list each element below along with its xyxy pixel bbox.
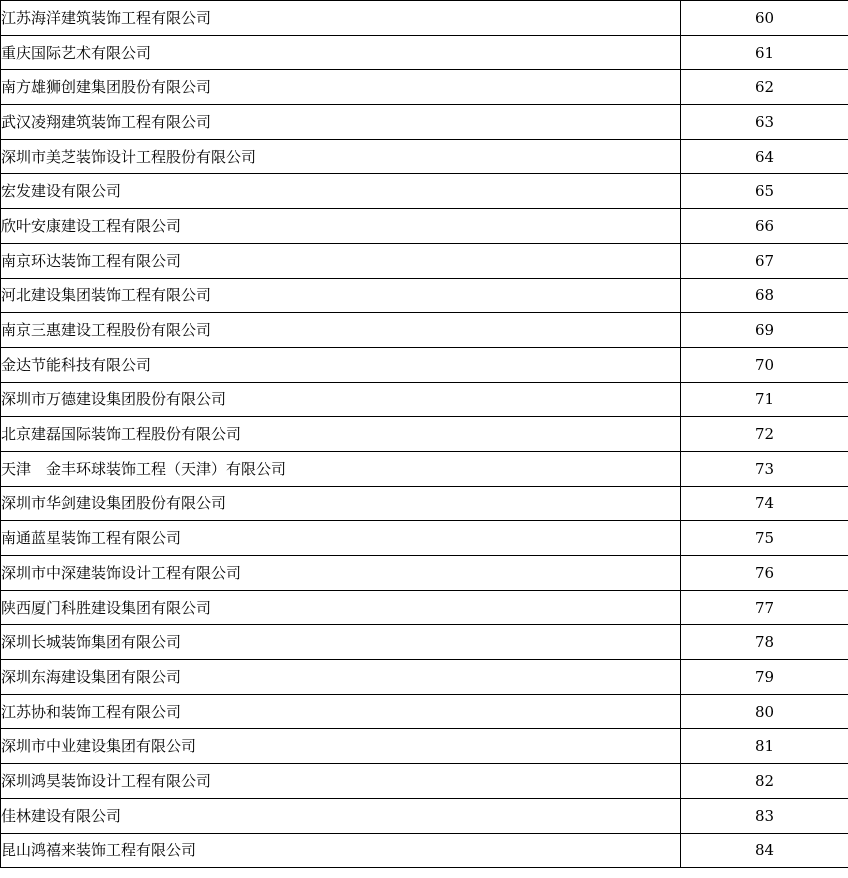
row-number-cell: 71 (681, 382, 848, 417)
row-number-cell: 73 (681, 451, 848, 486)
table-row (1, 590, 848, 625)
table-body (1, 1, 848, 868)
table-row (1, 625, 848, 660)
table-row (1, 556, 848, 591)
row-number-cell: 66 (681, 209, 848, 244)
table-row (1, 417, 848, 452)
row-number-cell: 65 (681, 174, 848, 209)
table-row (1, 278, 848, 313)
company-name-cell: 金达节能科技有限公司 (1, 347, 681, 382)
row-number-cell: 70 (681, 347, 848, 382)
company-name-cell: 深圳长城装饰集团有限公司 (1, 625, 681, 660)
row-number-cell: 79 (681, 660, 848, 695)
company-name-cell: 河北建设集团装饰工程有限公司 (1, 278, 681, 313)
table-row (1, 764, 848, 799)
company-name-cell: 天津 金丰环球装饰工程（天津）有限公司 (1, 451, 681, 486)
company-name-cell: 南京三惠建设工程股份有限公司 (1, 313, 681, 348)
company-name-cell: 陕西厦门科胜建设集团有限公司 (1, 590, 681, 625)
row-number-cell: 82 (681, 764, 848, 799)
table-row (1, 833, 848, 868)
company-name-cell: 宏发建设有限公司 (1, 174, 681, 209)
table-row (1, 486, 848, 521)
row-number-cell: 78 (681, 625, 848, 660)
row-number-cell: 61 (681, 35, 848, 70)
company-name-cell: 南京环达装饰工程有限公司 (1, 243, 681, 278)
company-name-cell: 深圳鸿昊装饰设计工程有限公司 (1, 764, 681, 799)
company-name-cell: 北京建磊国际装饰工程股份有限公司 (1, 417, 681, 452)
row-number-cell: 81 (681, 729, 848, 764)
row-number-cell: 80 (681, 694, 848, 729)
row-number-cell: 84 (681, 833, 848, 868)
company-name-cell: 深圳市中深建装饰设计工程有限公司 (1, 556, 681, 591)
table-row (1, 35, 848, 70)
company-name-cell: 昆山鸿禧来装饰工程有限公司 (1, 833, 681, 868)
row-number-cell: 83 (681, 798, 848, 833)
row-number-cell: 60 (681, 1, 848, 36)
table-row (1, 1, 848, 36)
company-name-cell: 深圳市中业建设集团有限公司 (1, 729, 681, 764)
row-number-cell: 76 (681, 556, 848, 591)
table-row (1, 70, 848, 105)
company-name-cell: 深圳市华剑建设集团股份有限公司 (1, 486, 681, 521)
company-name-cell: 深圳市万德建设集团股份有限公司 (1, 382, 681, 417)
row-number-cell: 69 (681, 313, 848, 348)
company-name-cell: 武汉凌翔建筑装饰工程有限公司 (1, 105, 681, 140)
row-number-cell: 72 (681, 417, 848, 452)
row-number-cell: 77 (681, 590, 848, 625)
company-name-cell: 深圳市美芝装饰设计工程股份有限公司 (1, 139, 681, 174)
company-name-cell: 深圳东海建设集团有限公司 (1, 660, 681, 695)
row-number-cell: 64 (681, 139, 848, 174)
table-row (1, 209, 848, 244)
row-number-cell: 75 (681, 521, 848, 556)
table-row (1, 660, 848, 695)
table-row (1, 729, 848, 764)
company-name-cell: 重庆国际艺术有限公司 (1, 35, 681, 70)
table-row (1, 347, 848, 382)
row-number-cell: 63 (681, 105, 848, 140)
company-name-cell: 南通蓝星装饰工程有限公司 (1, 521, 681, 556)
table-row (1, 105, 848, 140)
table-row (1, 382, 848, 417)
table-row (1, 521, 848, 556)
company-name-cell: 江苏协和装饰工程有限公司 (1, 694, 681, 729)
table-row (1, 694, 848, 729)
row-number-cell: 74 (681, 486, 848, 521)
table-row (1, 313, 848, 348)
company-name-cell: 江苏海洋建筑装饰工程有限公司 (1, 1, 681, 36)
table-row (1, 174, 848, 209)
table-row (1, 139, 848, 174)
row-number-cell: 68 (681, 278, 848, 313)
company-name-cell: 欣叶安康建设工程有限公司 (1, 209, 681, 244)
table-row (1, 243, 848, 278)
table-row (1, 451, 848, 486)
row-number-cell: 62 (681, 70, 848, 105)
company-name-cell: 南方雄狮创建集团股份有限公司 (1, 70, 681, 105)
company-name-cell: 佳林建设有限公司 (1, 798, 681, 833)
row-number-cell: 67 (681, 243, 848, 278)
table-row (1, 798, 848, 833)
